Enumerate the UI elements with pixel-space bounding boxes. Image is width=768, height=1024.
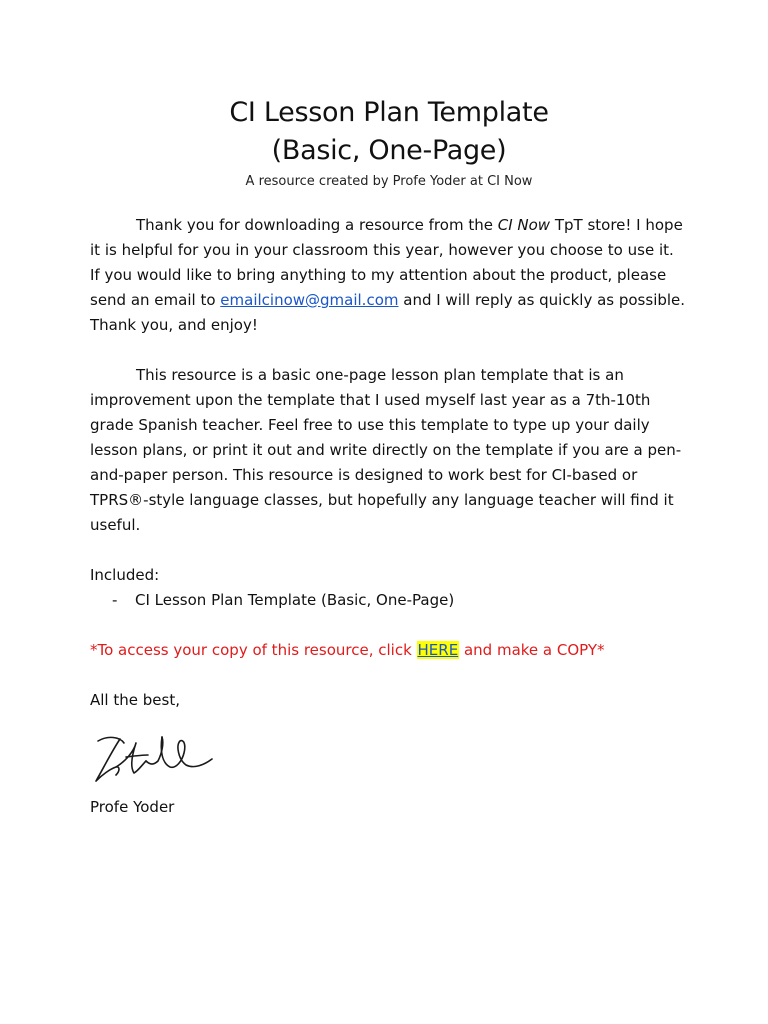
- description-paragraph: This resource is a basic one-page lesson plan template that is an improvement upon the template that I used myself last year as a 7th-10th grade Spanish teacher. Feel free to use this template to type up your daily lesson plans, or print it out and write directly on the template if you are a pen-and-paper person. This resource is designed to work best for CI-based or TPRS®-style language classes, but hopefully any language teacher will find it useful.: [90, 366, 682, 534]
- signature-icon: [90, 731, 220, 789]
- access-text-before: *To access your copy of this resource, click: [90, 641, 417, 659]
- title-line-2: (Basic, One-Page): [271, 135, 507, 166]
- title-line-1: CI Lesson Plan Template: [229, 97, 549, 128]
- access-text-after: and make a COPY*: [459, 641, 605, 659]
- email-link[interactable]: emailcinow@gmail.com: [220, 291, 399, 309]
- subtitle: A resource created by Profe Yoder at CI Now: [245, 174, 533, 189]
- intro-text-3: and I will reply as quickly as possible. Thank you, and enjoy!: [90, 291, 686, 334]
- intro-paragraph: [90, 213, 688, 338]
- list-dash: -: [112, 591, 118, 609]
- intro-text-1: Thank you for downloading a resource from the: [136, 216, 498, 234]
- here-link[interactable]: HERE: [417, 641, 459, 659]
- page-title: [90, 0, 688, 170]
- store-name: CI Now: [497, 216, 551, 234]
- list-item-text: CI Lesson Plan Template (Basic, One-Page): [135, 591, 455, 609]
- list-item: [112, 588, 688, 613]
- closing-text: All the best,: [90, 691, 180, 709]
- signer-name: Profe Yoder: [90, 798, 175, 816]
- included-list: [90, 588, 688, 613]
- access-instruction: [90, 638, 688, 663]
- intro-text-2: TpT store! I hope it is helpful for you in your classroom this year, however you choose to use it. If you would like to bring anything to my attention about the product, please send an email to: [90, 216, 683, 309]
- included-label: Included:: [90, 566, 160, 584]
